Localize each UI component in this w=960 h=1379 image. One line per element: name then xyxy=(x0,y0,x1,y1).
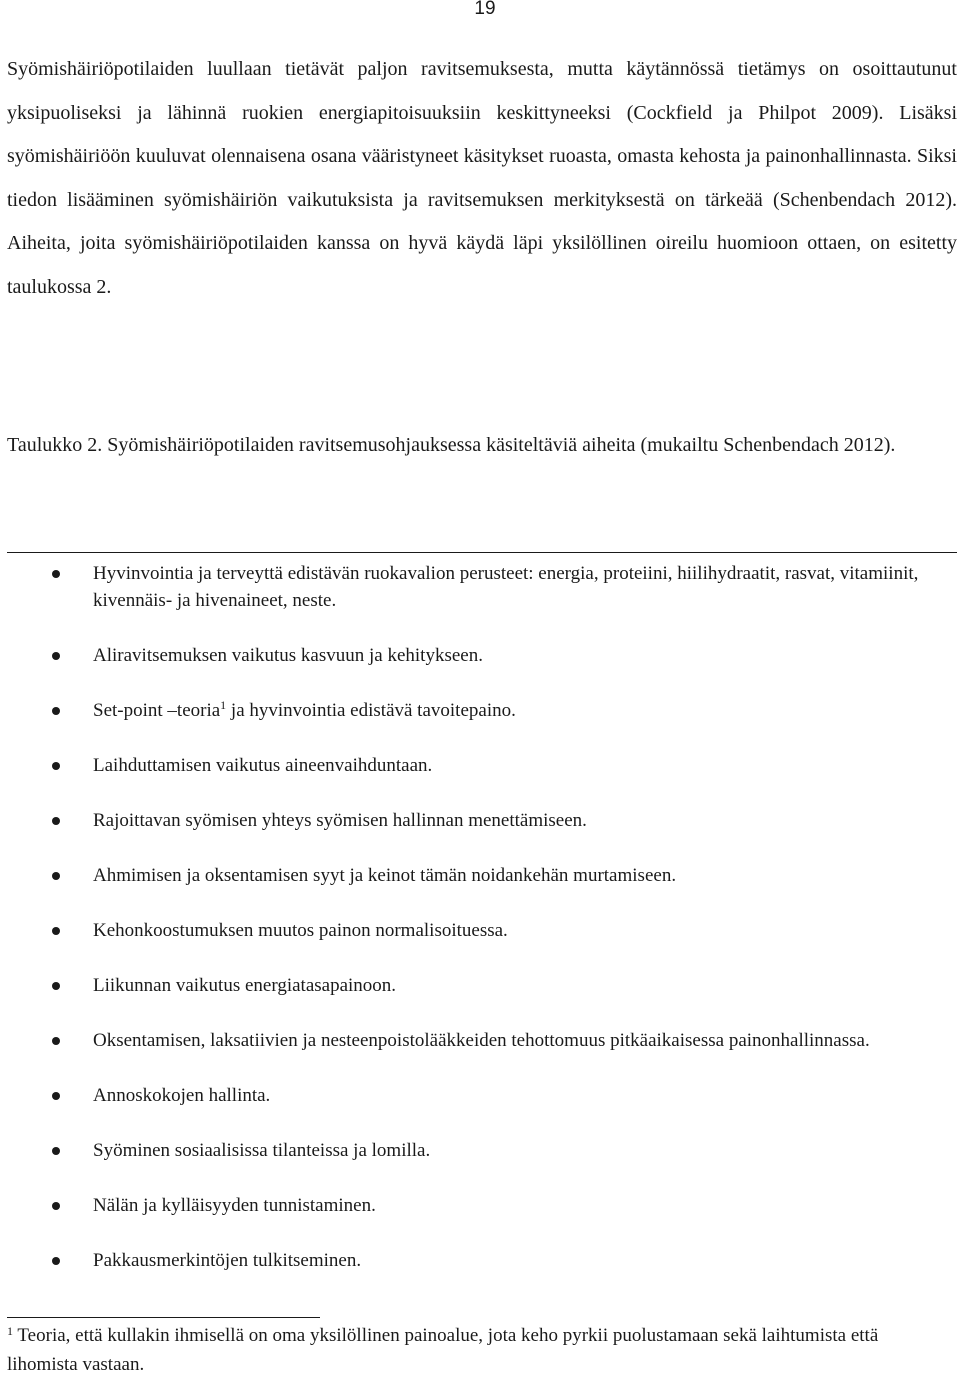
bullet-icon xyxy=(52,652,60,660)
table-top-rule xyxy=(7,552,957,553)
list-item-text: Pakkausmerkintöjen tulkitseminen. xyxy=(93,1250,362,1271)
list-item-text: Kehonkoostumuksen muutos painon normalisoituessa. xyxy=(93,920,508,941)
list-item xyxy=(0,697,933,724)
list-item xyxy=(0,1027,933,1054)
list-item xyxy=(0,807,933,834)
list-item xyxy=(0,1247,933,1274)
list-item xyxy=(0,560,933,614)
list-item xyxy=(0,1192,933,1219)
footnote-separator xyxy=(7,1317,320,1318)
list-item-text: Laihduttamisen vaikutus aineenvaihduntaan. xyxy=(93,755,433,776)
list-item-text: Syöminen sosiaalisissa tilanteissa ja lomilla. xyxy=(93,1140,431,1161)
list-item-text: Rajoittavan syömisen yhteys syömisen hallinnan menettämiseen. xyxy=(93,810,587,831)
list-item xyxy=(0,862,933,889)
bullet-icon xyxy=(52,762,60,770)
list-item-text: Nälän ja kylläisyyden tunnistaminen. xyxy=(93,1195,376,1216)
page-number: 19 xyxy=(474,0,496,19)
bullet-icon xyxy=(52,982,60,990)
list-item-text: Aliravitsemuksen vaikutus kasvuun ja kehitykseen. xyxy=(93,645,483,666)
list-item xyxy=(0,1082,933,1109)
list-item-text: Ahmimisen ja oksentamisen syyt ja keinot tämän noidankehän murtamiseen. xyxy=(93,865,677,886)
footnote xyxy=(7,1321,937,1379)
bullet-icon xyxy=(52,872,60,880)
list-item xyxy=(0,642,933,669)
bullet-icon xyxy=(52,927,60,935)
list-item-text: Liikunnan vaikutus energiatasapainoon. xyxy=(93,975,397,996)
bullet-icon xyxy=(52,707,60,715)
list-item xyxy=(0,972,933,999)
bullet-icon xyxy=(52,1147,60,1155)
bullet-icon xyxy=(52,570,60,578)
list-item-text: Oksentamisen, laksatiivien ja nesteenpoistolääkkeiden tehottomuus pitkäaikaisessa painonhallinnassa. xyxy=(93,1030,870,1051)
footnote-text: Teoria, että kullakin ihmisellä on oma yksilöllinen painoalue, jota keho pyrkii puolustamaan sekä laihtumista että lihomista vastaan. xyxy=(7,1325,879,1375)
topic-list xyxy=(0,560,960,1302)
list-item-text: Hyvinvointia ja terveyttä edistävän ruokavalion perusteet: energia, proteiini, hiilihydraatit, rasvat, vitamiinit, kivennäis- ja hivenaineet, neste. xyxy=(93,563,919,611)
bullet-icon xyxy=(52,1202,60,1210)
list-item-text-continued: ja hyvinvointia edistävä tavoitepaino. xyxy=(226,700,516,721)
list-item xyxy=(0,917,933,944)
bullet-icon xyxy=(52,1037,60,1045)
list-item xyxy=(0,752,933,779)
list-item-text: Set-point –teoria xyxy=(93,700,221,721)
footnote-reference: 1 xyxy=(220,698,227,712)
bullet-icon xyxy=(52,1092,60,1100)
bullet-icon xyxy=(52,1257,60,1265)
table-caption: Taulukko 2. Syömishäiriöpotilaiden ravitsemusohjauksessa käsiteltäviä aiheita (mukailtu Schenbendach 2012). xyxy=(7,434,896,456)
list-item-text: Annoskokojen hallinta. xyxy=(93,1085,271,1106)
list-item xyxy=(0,1137,933,1164)
footnote-marker: 1 xyxy=(7,1324,13,1338)
bullet-icon xyxy=(52,817,60,825)
body-paragraph: Syömishäiriöpotilaiden luullaan tietävät paljon ravitsemuksesta, mutta käytännössä tietämys on osoittautunut yksipuoliseksi ja lähinnä ruokien energiapitoisuuksiin keskittyneeksi (Cockfield ja Philpot 2009). Lisäksi syömishäiriöön kuuluvat olennaisena osana vääristyneet käsitykset ruoasta, omasta kehosta ja painonhallinnasta. Siksi tiedon lisääminen syömishäiriön vaikutuksista ja ravitsemuksen merkityksestä on tärkeää (Schenbendach 2012). Aiheita, joita syömishäiriöpotilaiden kanssa on hyvä käydä läpi yksilöllinen oireilu huomioon ottaen, on esitetty taulukossa 2. xyxy=(7,58,957,298)
